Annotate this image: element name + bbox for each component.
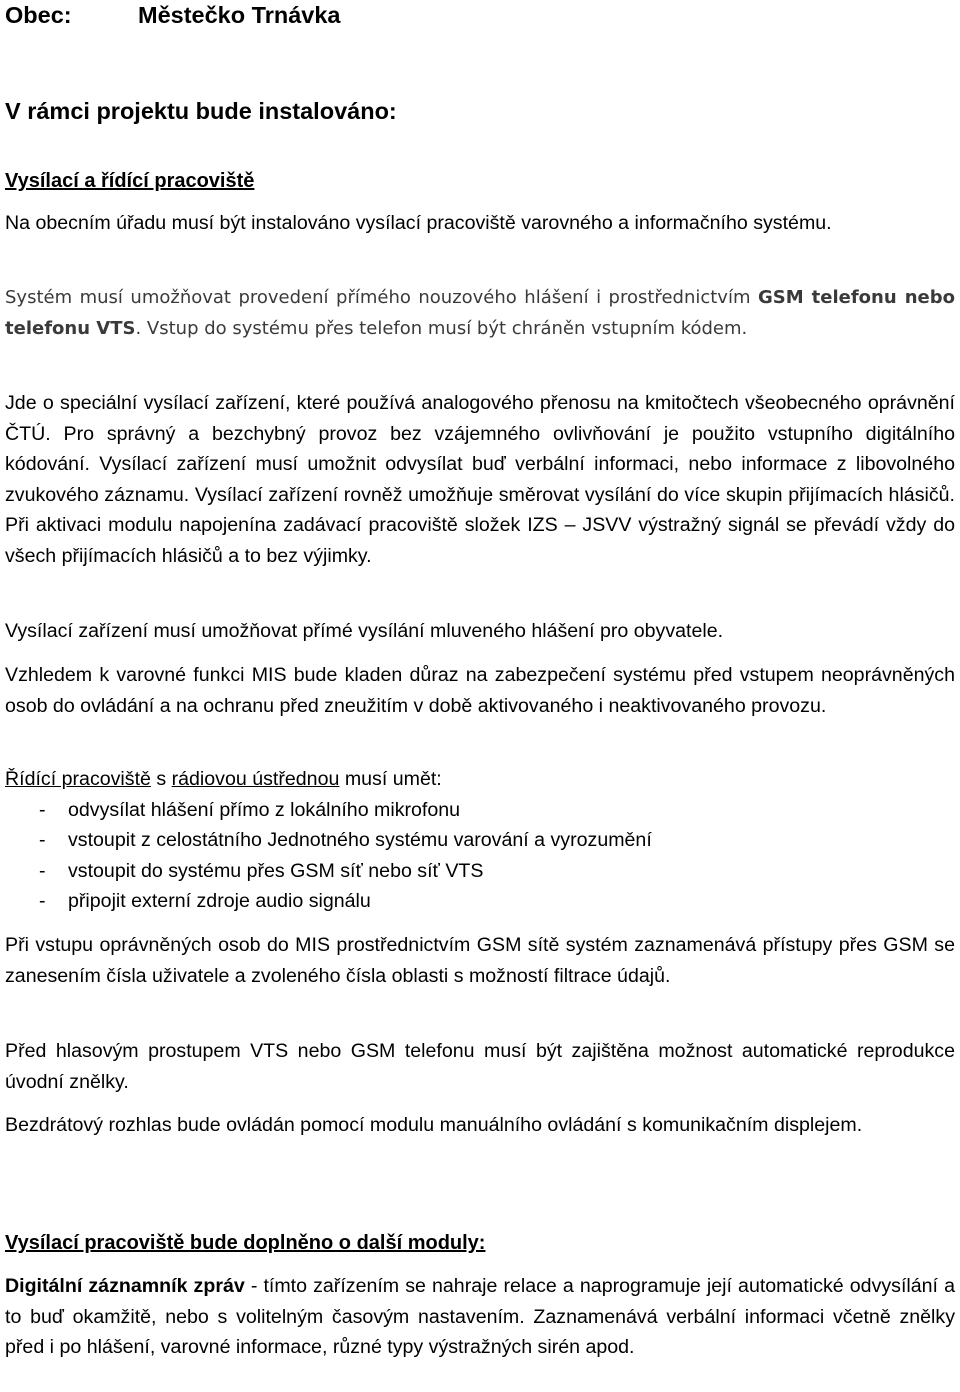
- section-title-workstation: Vysílací a řídící pracoviště: [5, 170, 255, 192]
- capability-list: [5, 795, 652, 917]
- list-item-text: vstoupit z celostátního Jednotného systému varování a vyrozumění: [68, 829, 652, 852]
- list-dash: -: [39, 890, 46, 913]
- list-item: [5, 886, 652, 916]
- text-segment: s: [150, 768, 172, 790]
- list-item-text: odvysílat hlášení přímo z lokálního mikrofonu: [68, 799, 461, 821]
- list-intro: [5, 764, 955, 795]
- paragraph-gsm-access: Při vstupu oprávněných osob do MIS prostřednictvím GSM sítě systém zaznamenává přístupy přes GSM se zanesením čísla uživatele a zvoleného čísla oblasti s možností filtrace údajů.: [5, 934, 955, 987]
- text-underline-segment: Řídící pracoviště: [5, 768, 151, 790]
- paragraph-emergency: [5, 283, 955, 344]
- paragraph-transmitter: Jde o speciální vysílací zařízení, které používá analogového přenosu na kmitočtech všeobecného oprávnění ČTÚ. Pro správný a bezchybný provoz bez vzájemného ovlivňování je použito vstupního digitálního kódování. Vysílací zařízení musí umožnit odvysílat buď verbální informaci, nebo informace z libovolného zvukového záznamu. Vysílací zařízení rovněž umožňuje směrovat vysílání do více skupin přijímacích hlásičů. Při aktivaci modulu napojenína zadávací pracoviště složek IZS – JSVV výstražný signál se převádí vždy do všech přijímacích hlásičů a to bez výjimky.: [5, 392, 955, 567]
- paragraph-jingle: Před hlasovým prostupem VTS nebo GSM telefonu musí být zajištěna možnost automatické reprodukce úvodní znělky.: [5, 1040, 955, 1093]
- list-dash: -: [39, 829, 46, 852]
- text-segment: - tímto zařízením se nahraje relace a naprogramuje její automatické odvysílání a to buď okamžitě, nebo s volitelným časovým nastavením. Zaznamenává verbální informaci včetně znělky před i po hlášení, varovné informace, různé typy výstražných sirén apod.: [5, 1275, 955, 1359]
- main-heading: V rámci projektu bude instalováno:: [5, 98, 397, 124]
- text-underline-segment: rádiovou ústřednou: [171, 768, 340, 790]
- municipality-label: Obec:: [5, 2, 72, 28]
- text-segment: musí umět:: [339, 768, 442, 790]
- list-item: [5, 825, 652, 855]
- municipality-name: Městečko Trnávka: [138, 2, 341, 28]
- text-bold-segment: GSM telefonu nebo telefonu VTS: [5, 287, 955, 339]
- paragraph-security: Vzhledem k varovné funkci MIS bude kladen důraz na zabezpečení systému před vstupem neoprávněných osob do ovládání a na ochranu před zneužitím v době aktivovaného i neaktivovaného provozu.: [5, 664, 955, 717]
- text-bold-segment: Digitální záznamník zpráv: [5, 1275, 245, 1297]
- municipality-line: [5, 0, 340, 30]
- paragraph-wireless: Bezdrátový rozhlas bude ovládán pomocí modulu manuálního ovládání s komunikačním displejem.: [5, 1114, 863, 1136]
- list-dash: -: [39, 859, 46, 882]
- list-item-text: vstoupit do systému přes GSM síť nebo síť VTS: [68, 859, 484, 882]
- list-item: [5, 795, 652, 825]
- list-item: [5, 856, 652, 886]
- paragraph-recorder: [5, 1271, 955, 1363]
- section-title-modules: Vysílací pracoviště bude doplněno o další moduly:: [5, 1232, 486, 1254]
- text-segment: Systém musí umožňovat provedení přímého nouzového hlášení i prostřednictvím: [5, 287, 758, 308]
- text-segment: . Vstup do systému přes telefon musí být chráněn vstupním kódem.: [135, 317, 748, 339]
- list-item-text: připojit externí zdroje audio signálu: [68, 890, 371, 913]
- paragraph-direct-broadcast: Vysílací zařízení musí umožňovat přímé vysílání mluveného hlášení pro obyvatele.: [5, 620, 724, 642]
- paragraph-install: Na obecním úřadu musí být instalováno vysílací pracoviště varovného a informačního systému.: [5, 212, 832, 234]
- list-dash: -: [39, 799, 46, 821]
